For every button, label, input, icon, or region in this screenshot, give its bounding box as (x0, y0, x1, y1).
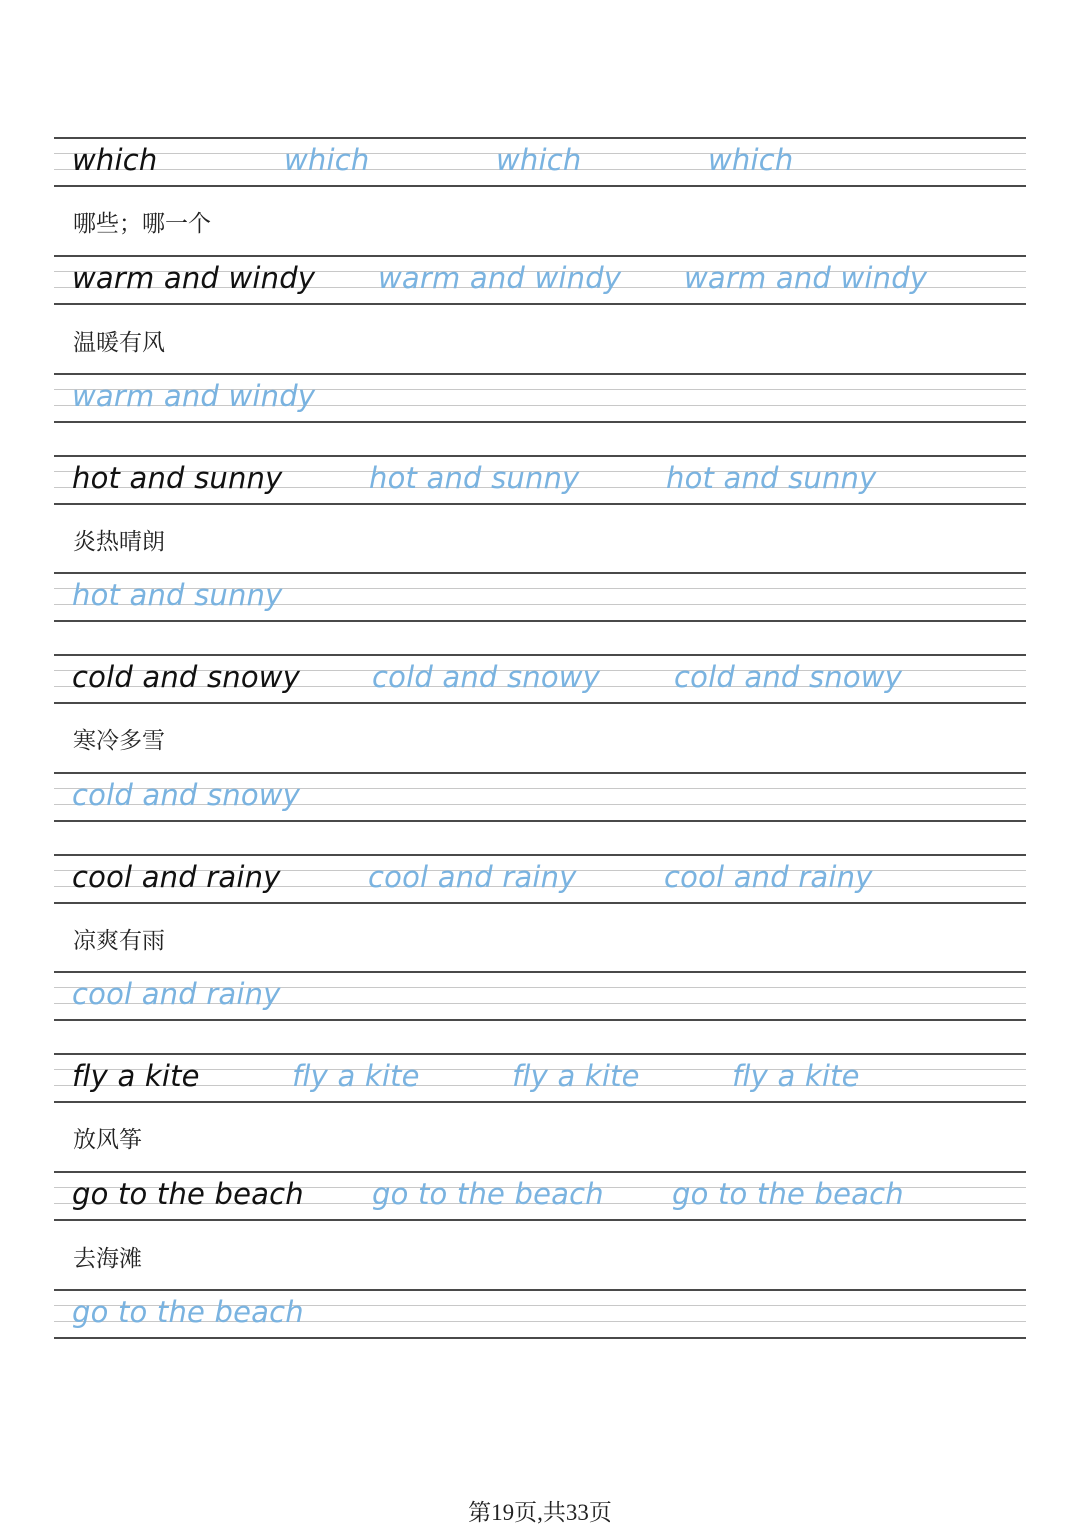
model-word: fly a kite (72, 1059, 200, 1093)
model-word: go to the beach (72, 1177, 304, 1211)
trace-word: which (496, 143, 582, 177)
writing-band (54, 455, 1026, 505)
chinese-meaning: 温暖有风 (73, 330, 165, 356)
trace-word: hot and sunny (666, 461, 877, 495)
trace-word: hot and sunny (72, 578, 283, 612)
chinese-meaning: 哪些；哪一个 (73, 211, 211, 237)
writing-band (54, 1053, 1026, 1103)
trace-word: fly a kite (732, 1059, 860, 1093)
trace-word: warm and windy (378, 261, 622, 295)
writing-band (54, 971, 1026, 1021)
writing-band (54, 854, 1026, 904)
trace-word: go to the beach (72, 1295, 304, 1329)
writing-band (54, 373, 1026, 423)
trace-word: cold and snowy (674, 660, 903, 694)
model-word: cool and rainy (72, 860, 281, 894)
trace-word: which (284, 143, 370, 177)
chinese-meaning: 寒冷多雪 (73, 728, 165, 754)
trace-word: cold and snowy (72, 778, 301, 812)
trace-word: fly a kite (512, 1059, 640, 1093)
trace-word: hot and sunny (369, 461, 580, 495)
model-word: cold and snowy (72, 660, 301, 694)
writing-band (54, 137, 1026, 187)
trace-word: fly a kite (292, 1059, 420, 1093)
trace-word: go to the beach (672, 1177, 904, 1211)
trace-word: warm and windy (684, 261, 928, 295)
writing-band (54, 1289, 1026, 1339)
trace-word: cold and snowy (372, 660, 601, 694)
writing-band (54, 654, 1026, 704)
model-word: warm and windy (72, 261, 316, 295)
chinese-meaning: 去海滩 (73, 1246, 142, 1272)
chinese-meaning: 凉爽有雨 (73, 928, 165, 954)
writing-band (54, 772, 1026, 822)
model-word: hot and sunny (72, 461, 283, 495)
trace-word: cool and rainy (368, 860, 577, 894)
writing-band (54, 572, 1026, 622)
trace-word: go to the beach (372, 1177, 604, 1211)
writing-band (54, 255, 1026, 305)
page-number: 第19页,共33页 (468, 1500, 612, 1525)
trace-word: cool and rainy (664, 860, 873, 894)
model-word: which (72, 143, 158, 177)
trace-word: cool and rainy (72, 977, 281, 1011)
writing-band (54, 1171, 1026, 1221)
trace-word: which (708, 143, 794, 177)
trace-word: warm and windy (72, 379, 316, 413)
chinese-meaning: 炎热晴朗 (73, 529, 165, 555)
chinese-meaning: 放风筝 (73, 1127, 142, 1153)
